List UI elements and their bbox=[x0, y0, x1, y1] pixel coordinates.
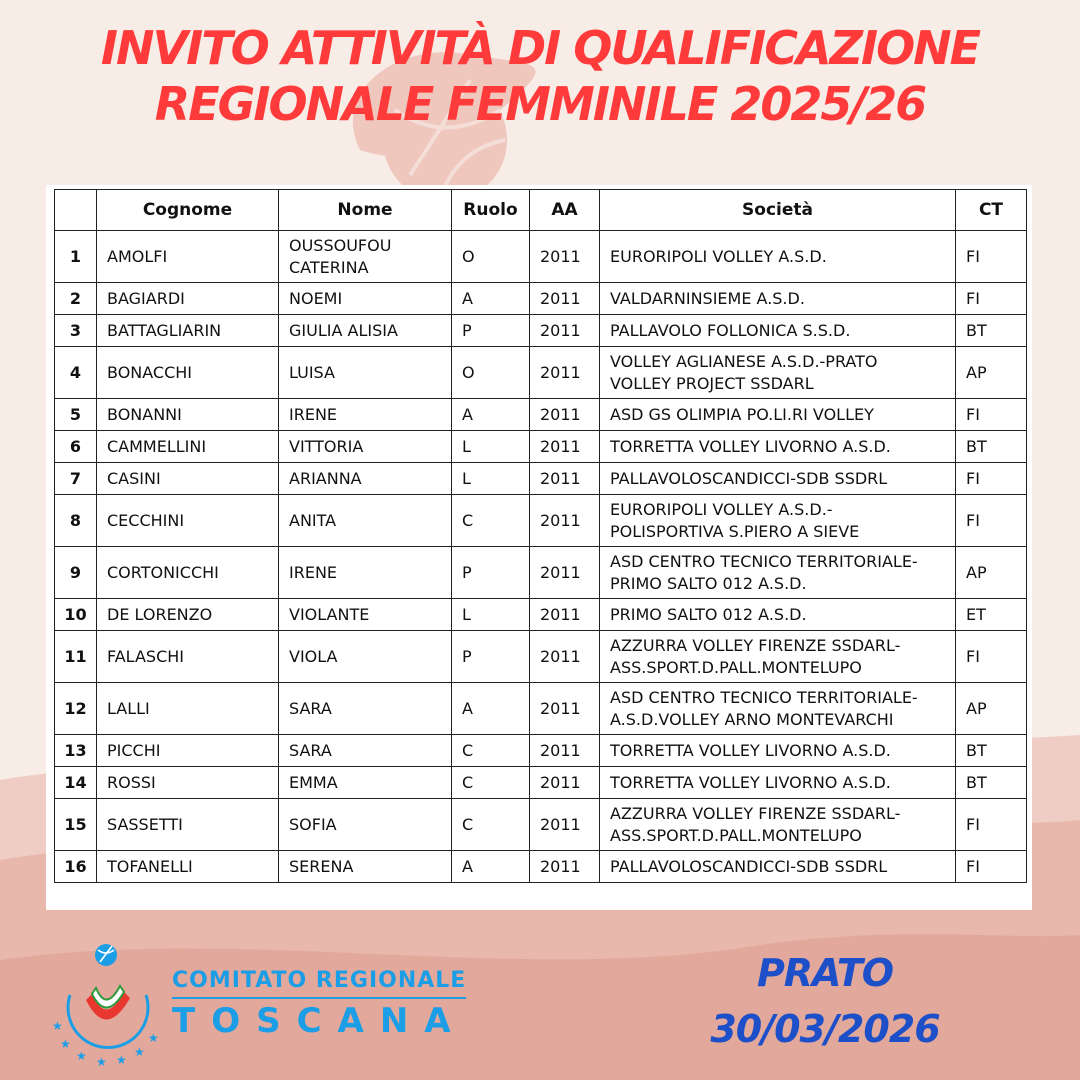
societa-line-2: A.S.D.VOLLEY ARNO MONTEVARCHI bbox=[610, 709, 894, 729]
societa-line-1: AZZURRA VOLLEY FIRENZE SSDARL- bbox=[610, 635, 901, 655]
cell-ruolo: C bbox=[452, 799, 530, 851]
societa-line-1: TORRETTA VOLLEY LIVORNO A.S.D. bbox=[610, 740, 891, 760]
cell-societa bbox=[600, 463, 956, 495]
table-row bbox=[55, 463, 1027, 495]
cell-nome bbox=[279, 851, 452, 883]
cell-ruolo: L bbox=[452, 599, 530, 631]
societa-line-2: PRIMO SALTO 012 A.S.D. bbox=[610, 573, 807, 593]
cell-number: 8 bbox=[55, 495, 97, 547]
cell-number: 3 bbox=[55, 315, 97, 347]
nome-line-1: GIULIA ALISIA bbox=[289, 320, 398, 340]
cell-ct: BT bbox=[956, 767, 1027, 799]
cell-number: 2 bbox=[55, 283, 97, 315]
cell-societa bbox=[600, 347, 956, 399]
cell-number: 16 bbox=[55, 851, 97, 883]
societa-line-1: TORRETTA VOLLEY LIVORNO A.S.D. bbox=[610, 772, 891, 792]
header-aa: AA bbox=[530, 190, 600, 231]
header-nome: Nome bbox=[279, 190, 452, 231]
event-location-date bbox=[700, 945, 950, 1057]
table-row bbox=[55, 851, 1027, 883]
cell-ruolo: L bbox=[452, 431, 530, 463]
org-line-2: TOSCANA bbox=[172, 1001, 467, 1041]
table-row bbox=[55, 495, 1027, 547]
cell-cognome: FALASCHI bbox=[97, 631, 279, 683]
cell-aa: 2011 bbox=[530, 547, 600, 599]
societa-line-1: EURORIPOLI VOLLEY A.S.D. bbox=[610, 246, 827, 266]
cell-cognome: BAGIARDI bbox=[97, 283, 279, 315]
header-cognome: Cognome bbox=[97, 190, 279, 231]
cell-number: 15 bbox=[55, 799, 97, 851]
cell-nome bbox=[279, 683, 452, 735]
cell-societa bbox=[600, 851, 956, 883]
header-ct: CT bbox=[956, 190, 1027, 231]
cell-ct: FI bbox=[956, 799, 1027, 851]
table-row bbox=[55, 231, 1027, 283]
table-row bbox=[55, 431, 1027, 463]
cell-cognome: BONANNI bbox=[97, 399, 279, 431]
organization-name bbox=[172, 968, 467, 1041]
cell-aa: 2011 bbox=[530, 231, 600, 283]
cell-number: 5 bbox=[55, 399, 97, 431]
cell-nome bbox=[279, 231, 452, 283]
cell-cognome: ROSSI bbox=[97, 767, 279, 799]
header-ruolo: Ruolo bbox=[452, 190, 530, 231]
societa-line-1: VALDARNINSIEME A.S.D. bbox=[610, 288, 805, 308]
cell-cognome: DE LORENZO bbox=[97, 599, 279, 631]
cell-cognome: CECCHINI bbox=[97, 495, 279, 547]
table-row bbox=[55, 799, 1027, 851]
cell-ct: BT bbox=[956, 431, 1027, 463]
cell-ct: ET bbox=[956, 599, 1027, 631]
roster-table-panel bbox=[46, 185, 1032, 910]
societa-line-1: PALLAVOLOSCANDICCI-SDB SSDRL bbox=[610, 468, 888, 488]
societa-line-1: AZZURRA VOLLEY FIRENZE SSDARL- bbox=[610, 803, 901, 823]
cell-ruolo: A bbox=[452, 683, 530, 735]
svg-text:★: ★ bbox=[76, 1049, 87, 1063]
nome-line-1: LUISA bbox=[289, 362, 335, 382]
svg-text:★: ★ bbox=[96, 1055, 107, 1069]
table-row bbox=[55, 399, 1027, 431]
cell-cognome: LALLI bbox=[97, 683, 279, 735]
cell-aa: 2011 bbox=[530, 463, 600, 495]
cell-ruolo: P bbox=[452, 315, 530, 347]
societa-line-1: ASD CENTRO TECNICO TERRITORIALE- bbox=[610, 551, 918, 571]
cell-cognome: BATTAGLIARIN bbox=[97, 315, 279, 347]
table-row bbox=[55, 631, 1027, 683]
roster-table bbox=[54, 189, 1027, 883]
nome-line-1: ANITA bbox=[289, 510, 337, 530]
societa-line-2: POLISPORTIVA S.PIERO A SIEVE bbox=[610, 521, 860, 541]
nome-line-1: ARIANNA bbox=[289, 468, 362, 488]
cell-ruolo: P bbox=[452, 631, 530, 683]
nome-line-1: SERENA bbox=[289, 856, 354, 876]
table-header-row bbox=[55, 190, 1027, 231]
svg-text:★: ★ bbox=[134, 1045, 145, 1059]
cell-number: 10 bbox=[55, 599, 97, 631]
cell-nome bbox=[279, 767, 452, 799]
cell-ct: BT bbox=[956, 315, 1027, 347]
cell-cognome: TOFANELLI bbox=[97, 851, 279, 883]
cell-nome bbox=[279, 347, 452, 399]
societa-line-1: PALLAVOLOSCANDICCI-SDB SSDRL bbox=[610, 856, 888, 876]
cell-cognome: CASINI bbox=[97, 463, 279, 495]
cell-aa: 2011 bbox=[530, 631, 600, 683]
svg-text:★: ★ bbox=[116, 1053, 127, 1067]
cell-cognome: BONACCHI bbox=[97, 347, 279, 399]
federation-logo bbox=[50, 940, 170, 1070]
cell-ruolo: P bbox=[452, 547, 530, 599]
header-number bbox=[55, 190, 97, 231]
cell-cognome: CAMMELLINI bbox=[97, 431, 279, 463]
event-date: 30/03/2026 bbox=[710, 1007, 940, 1051]
cell-societa bbox=[600, 547, 956, 599]
cell-number: 11 bbox=[55, 631, 97, 683]
cell-aa: 2011 bbox=[530, 735, 600, 767]
societa-line-1: PALLAVOLO FOLLONICA S.S.D. bbox=[610, 320, 851, 340]
cell-ct: AP bbox=[956, 347, 1027, 399]
cell-nome bbox=[279, 495, 452, 547]
societa-line-1: EURORIPOLI VOLLEY A.S.D.- bbox=[610, 499, 833, 519]
cell-cognome: CORTONICCHI bbox=[97, 547, 279, 599]
event-city: PRATO bbox=[756, 951, 894, 995]
cell-ruolo: L bbox=[452, 463, 530, 495]
societa-line-1: TORRETTA VOLLEY LIVORNO A.S.D. bbox=[610, 436, 891, 456]
table-row bbox=[55, 599, 1027, 631]
cell-nome bbox=[279, 547, 452, 599]
cell-ct: FI bbox=[956, 463, 1027, 495]
nome-line-2: CATERINA bbox=[289, 257, 369, 277]
header-societa: Società bbox=[600, 190, 956, 231]
cell-cognome: AMOLFI bbox=[97, 231, 279, 283]
cell-societa bbox=[600, 799, 956, 851]
cell-number: 6 bbox=[55, 431, 97, 463]
cell-nome bbox=[279, 431, 452, 463]
cell-societa bbox=[600, 231, 956, 283]
cell-ct: FI bbox=[956, 231, 1027, 283]
cell-ruolo: A bbox=[452, 851, 530, 883]
cell-nome bbox=[279, 735, 452, 767]
title-line-1: INVITO ATTIVITÀ DI QUALIFICAZIONE bbox=[100, 21, 980, 75]
cell-cognome: PICCHI bbox=[97, 735, 279, 767]
svg-text:★: ★ bbox=[148, 1031, 159, 1045]
societa-line-2: VOLLEY PROJECT SSDARL bbox=[610, 373, 814, 393]
cell-ruolo: C bbox=[452, 767, 530, 799]
nome-line-1: VIOLA bbox=[289, 646, 338, 666]
societa-line-2: ASS.SPORT.D.PALL.MONTELUPO bbox=[610, 657, 862, 677]
cell-aa: 2011 bbox=[530, 799, 600, 851]
cell-ct: BT bbox=[956, 735, 1027, 767]
cell-societa bbox=[600, 735, 956, 767]
nome-line-1: IRENE bbox=[289, 404, 338, 424]
cell-ct: AP bbox=[956, 547, 1027, 599]
table-row bbox=[55, 683, 1027, 735]
cell-ruolo: C bbox=[452, 735, 530, 767]
table-row bbox=[55, 547, 1027, 599]
cell-cognome: SASSETTI bbox=[97, 799, 279, 851]
cell-aa: 2011 bbox=[530, 767, 600, 799]
title-line-2: REGIONALE FEMMINILE 2025/26 bbox=[154, 77, 926, 131]
cell-ruolo: C bbox=[452, 495, 530, 547]
cell-societa bbox=[600, 431, 956, 463]
cell-societa bbox=[600, 399, 956, 431]
cell-nome bbox=[279, 283, 452, 315]
societa-line-1: ASD CENTRO TECNICO TERRITORIALE- bbox=[610, 687, 918, 707]
nome-line-1: SARA bbox=[289, 698, 332, 718]
cell-number: 7 bbox=[55, 463, 97, 495]
cell-ruolo: O bbox=[452, 347, 530, 399]
cell-aa: 2011 bbox=[530, 399, 600, 431]
cell-ct: FI bbox=[956, 283, 1027, 315]
cell-nome bbox=[279, 315, 452, 347]
cell-ruolo: A bbox=[452, 399, 530, 431]
cell-societa bbox=[600, 495, 956, 547]
cell-societa bbox=[600, 599, 956, 631]
cell-aa: 2011 bbox=[530, 495, 600, 547]
nome-line-1: NOEMI bbox=[289, 288, 343, 308]
societa-line-1: VOLLEY AGLIANESE A.S.D.-PRATO bbox=[610, 351, 878, 371]
cell-aa: 2011 bbox=[530, 683, 600, 735]
cell-ct: AP bbox=[956, 683, 1027, 735]
nome-line-1: VIOLANTE bbox=[289, 604, 370, 624]
cell-aa: 2011 bbox=[530, 599, 600, 631]
cell-aa: 2011 bbox=[530, 851, 600, 883]
cell-societa bbox=[600, 283, 956, 315]
nome-line-1: EMMA bbox=[289, 772, 338, 792]
table-row bbox=[55, 735, 1027, 767]
cell-ct: FI bbox=[956, 399, 1027, 431]
cell-societa bbox=[600, 315, 956, 347]
cell-nome bbox=[279, 799, 452, 851]
table-row bbox=[55, 347, 1027, 399]
cell-number: 9 bbox=[55, 547, 97, 599]
cell-societa bbox=[600, 767, 956, 799]
table-row bbox=[55, 767, 1027, 799]
societa-line-2: ASS.SPORT.D.PALL.MONTELUPO bbox=[610, 825, 862, 845]
cell-ct: FI bbox=[956, 851, 1027, 883]
cell-number: 13 bbox=[55, 735, 97, 767]
cell-aa: 2011 bbox=[530, 347, 600, 399]
societa-line-1: PRIMO SALTO 012 A.S.D. bbox=[610, 604, 807, 624]
nome-line-1: VITTORIA bbox=[289, 436, 364, 456]
nome-line-1: OUSSOUFOU bbox=[289, 235, 392, 255]
cell-nome bbox=[279, 463, 452, 495]
societa-line-1: ASD GS OLIMPIA PO.LI.RI VOLLEY bbox=[610, 404, 874, 424]
cell-societa bbox=[600, 631, 956, 683]
nome-line-1: SOFIA bbox=[289, 814, 337, 834]
table-row bbox=[55, 315, 1027, 347]
cell-ct: FI bbox=[956, 631, 1027, 683]
page-title bbox=[0, 20, 1080, 132]
roster-table-body bbox=[55, 231, 1027, 883]
table-row bbox=[55, 283, 1027, 315]
cell-nome bbox=[279, 631, 452, 683]
cell-ruolo: O bbox=[452, 231, 530, 283]
svg-text:★: ★ bbox=[52, 1019, 63, 1033]
cell-number: 4 bbox=[55, 347, 97, 399]
cell-nome bbox=[279, 399, 452, 431]
cell-aa: 2011 bbox=[530, 283, 600, 315]
svg-text:★: ★ bbox=[60, 1037, 71, 1051]
org-line-1: COMITATO REGIONALE bbox=[172, 968, 466, 999]
nome-line-1: SARA bbox=[289, 740, 332, 760]
cell-number: 14 bbox=[55, 767, 97, 799]
nome-line-1: IRENE bbox=[289, 562, 338, 582]
cell-nome bbox=[279, 599, 452, 631]
cell-ruolo: A bbox=[452, 283, 530, 315]
cell-aa: 2011 bbox=[530, 315, 600, 347]
cell-societa bbox=[600, 683, 956, 735]
cell-aa: 2011 bbox=[530, 431, 600, 463]
cell-number: 12 bbox=[55, 683, 97, 735]
cell-ct: FI bbox=[956, 495, 1027, 547]
cell-number: 1 bbox=[55, 231, 97, 283]
